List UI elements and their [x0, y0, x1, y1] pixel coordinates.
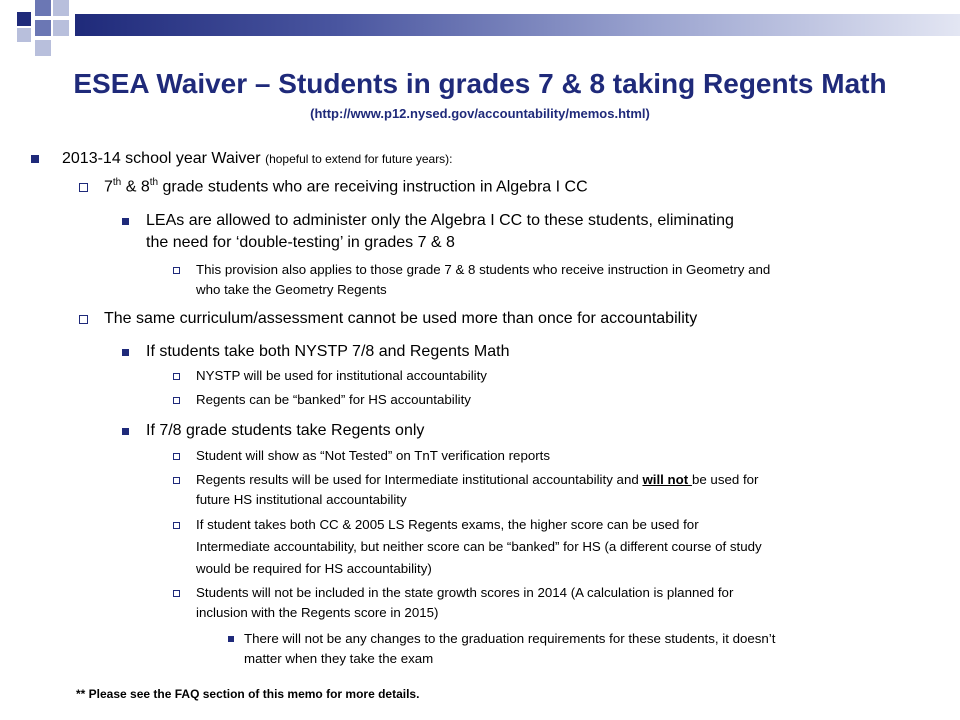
- text-will-not: will not: [642, 472, 692, 487]
- corner-square-dark: [17, 12, 31, 26]
- corner-square-mid-2: [35, 20, 51, 36]
- item-both-exams-line1: If student takes both CC & 2005 LS Regents exams, the higher score can be used for: [196, 517, 699, 532]
- text-be-used-for: be used for: [691, 472, 759, 487]
- text-sup-th: th: [112, 177, 122, 188]
- item-provision-line2: who take the Geometry Regents: [196, 282, 387, 297]
- corner-square-light-2: [17, 28, 31, 42]
- header-gradient-bar: [75, 14, 960, 36]
- page-subtitle-url: (http://www.p12.nysed.gov/accountability/memos.html): [310, 106, 650, 121]
- bullet-level4: [173, 522, 180, 529]
- bullet-level4: [173, 397, 180, 404]
- item-growth-scores-line1: Students will not be included in the state growth scores in 2014 (A calculation is planned for: [196, 585, 734, 600]
- text-7: 7: [104, 178, 113, 196]
- corner-square-light: [53, 0, 69, 16]
- item-waiver-text: 2013-14 school year Waiver: [62, 150, 261, 167]
- item-growth-scores-line2: inclusion with the Regents score in 2015): [196, 605, 439, 620]
- text-regents-results: Regents results will be used for Intermediate institutional accountability and: [196, 472, 643, 487]
- bullet-level3: [122, 218, 129, 225]
- item-graduation-line2: matter when they take the exam: [244, 651, 434, 666]
- bullet-level2: [79, 315, 88, 324]
- bullet-level4: [173, 373, 180, 380]
- text-sup-th-2: th: [149, 177, 159, 188]
- item-regents-results-line2: future HS institutional accountability: [196, 492, 407, 507]
- item-both-tests: If students take both NYSTP 7/8 and Regents Math: [146, 343, 510, 360]
- item-waiver-note: (hopeful to extend for future years):: [265, 152, 453, 166]
- corner-square-light-3: [53, 20, 69, 36]
- corner-square-mid: [35, 0, 51, 16]
- bullet-level3: [122, 349, 129, 356]
- bullet-level4: [173, 477, 180, 484]
- bullet-level4: [173, 453, 180, 460]
- item-leas-line1: LEAs are allowed to administer only the Algebra I CC to these students, eliminating: [146, 212, 734, 229]
- item-both-exams-line3: would be required for HS accountability): [196, 561, 432, 576]
- bullet-level5: [228, 636, 234, 642]
- bullet-level3: [122, 428, 129, 435]
- item-leas-line2: the need for ‘double-testing’ in grades 7 & 8: [146, 234, 455, 251]
- item-same-curriculum: The same curriculum/assessment cannot be used more than once for accountability: [104, 310, 698, 327]
- text-and-8: & 8: [121, 178, 150, 196]
- bullet-level4: [173, 590, 180, 597]
- item-grade-students: [104, 177, 588, 197]
- bullet-level4: [173, 267, 180, 274]
- item-waiver: [62, 149, 453, 169]
- footer-note: ** Please see the FAQ section of this memo for more details.: [76, 687, 420, 701]
- corner-square-light-4: [35, 40, 51, 56]
- item-regents-banked: Regents can be “banked” for HS accountability: [196, 392, 471, 407]
- bullet-level1: [31, 155, 39, 163]
- item-not-tested: Student will show as “Not Tested” on TnT verification reports: [196, 448, 551, 463]
- text-grade-rest: grade students who are receiving instruction in Algebra I CC: [158, 178, 588, 196]
- item-regents-only: If 7/8 grade students take Regents only: [146, 422, 425, 439]
- item-both-exams-line2: Intermediate accountability, but neither score can be “banked” for HS (a different course of study: [196, 539, 762, 554]
- page-title: ESEA Waiver – Students in grades 7 & 8 taking Regents Math: [73, 68, 887, 99]
- item-nystp-institutional: NYSTP will be used for institutional accountability: [196, 368, 487, 383]
- item-regents-results-line1: [196, 472, 951, 489]
- bullet-level2: [79, 183, 88, 192]
- item-provision-line1: This provision also applies to those grade 7 & 8 students who receive instruction in Geometry and: [196, 262, 771, 277]
- item-graduation-line1: There will not be any changes to the graduation requirements for these students, it doesn’t: [244, 631, 776, 646]
